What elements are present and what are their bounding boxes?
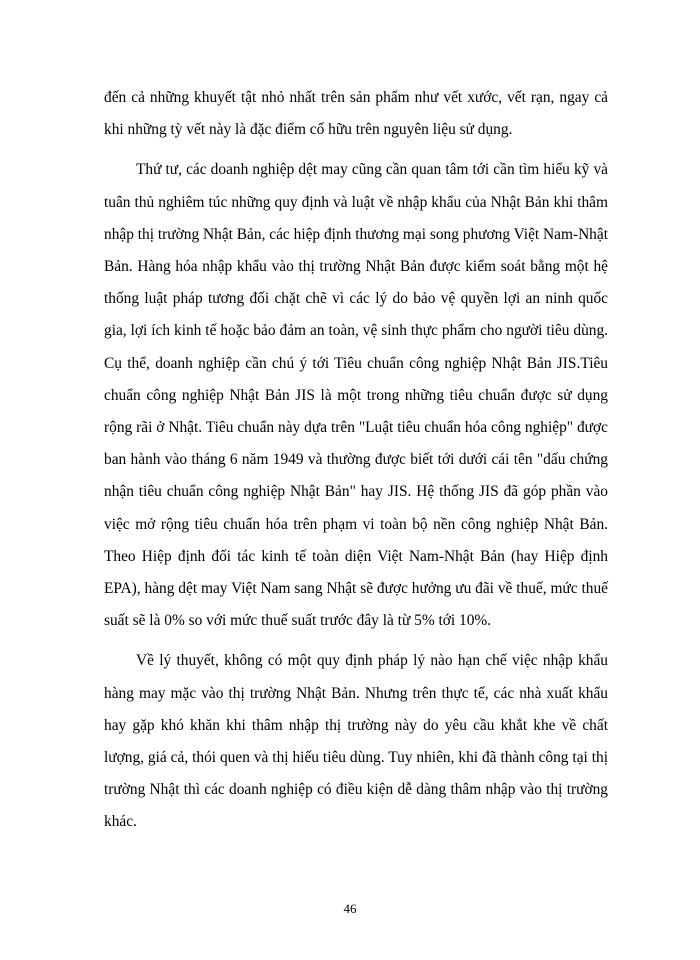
body-text: [104, 82, 608, 839]
paragraph-import-regulations: Thứ tư, các doanh nghiệp dệt may cũng cần quan tâm tới cần tìm hiểu kỹ và tuân thủ nghiêm túc những quy định và luật về nhập khẩu của Nhật Bản khi thâm nhập thị trường Nhật Bản, các hiệp định thương mại song phương Việt Nam-Nhật Bản. Hàng hóa nhập khẩu vào thị trường Nhật Bản được kiểm soát bằng một hệ thống luật pháp tương đối chặt chẽ vì các lý do bảo vệ quyền lợi an ninh quốc gia, lợi ích kinh tế hoặc bảo đảm an toàn, vệ sinh thực phẩm cho người tiêu dùng. Cụ thể, doanh nghiệp cần chú ý tới Tiêu chuẩn công nghiệp Nhật Bản JIS.Tiêu chuẩn công nghiệp Nhật Bản JIS là một trong những tiêu chuẩn được sử dụng rộng rãi ở Nhật. Tiêu chuẩn này dựa trên "Luật tiêu chuẩn hóa công nghiệp" được ban hành vào tháng 6 năm 1949 và thường được biết tới dưới cái tên "dấu chứng nhận tiêu chuẩn công nghiệp Nhật Bản" hay JIS. Hệ thống JIS đã góp phần vào việc mở rộng tiêu chuẩn hóa trên phạm vi toàn bộ nền công nghiệp Nhật Bản. Theo Hiệp định đối tác kinh tế toàn diện Việt Nam-Nhật Bản (hay Hiệp định EPA), hàng dệt may Việt Nam sang Nhật sẽ được hưởng ưu đãi về thuế, mức thuế suất sẽ là 0% so với mức thuế suất trước đây là từ 5% tới 10%.: [104, 161, 608, 630]
page-number: 46: [343, 901, 357, 916]
paragraph-continuation: đến cả những khuyết tật nhỏ nhất trên sản phẩm như vết xước, vết rạn, ngay cả khi những tỳ vết này là đặc điểm cố hữu trên nguyên liệu sử dụng.: [104, 89, 608, 139]
paragraph-market-entry: Về lý thuyết, không có một quy định pháp lý nào hạn chế việc nhập khẩu hàng may mặc vào thị trường Nhật Bản. Nhưng trên thực tế, các nhà xuất khẩu hay gặp khó khăn khi thâm nhập thị trường này do yêu cầu khắt khe về chất lượng, giá cả, thói quen và thị hiếu tiêu dùng. Tuy nhiên, khi đã thành công tại thị trường Nhật thì các doanh nghiệp có điều kiện dễ dàng thâm nhập vào thị trường khác.: [104, 652, 608, 831]
